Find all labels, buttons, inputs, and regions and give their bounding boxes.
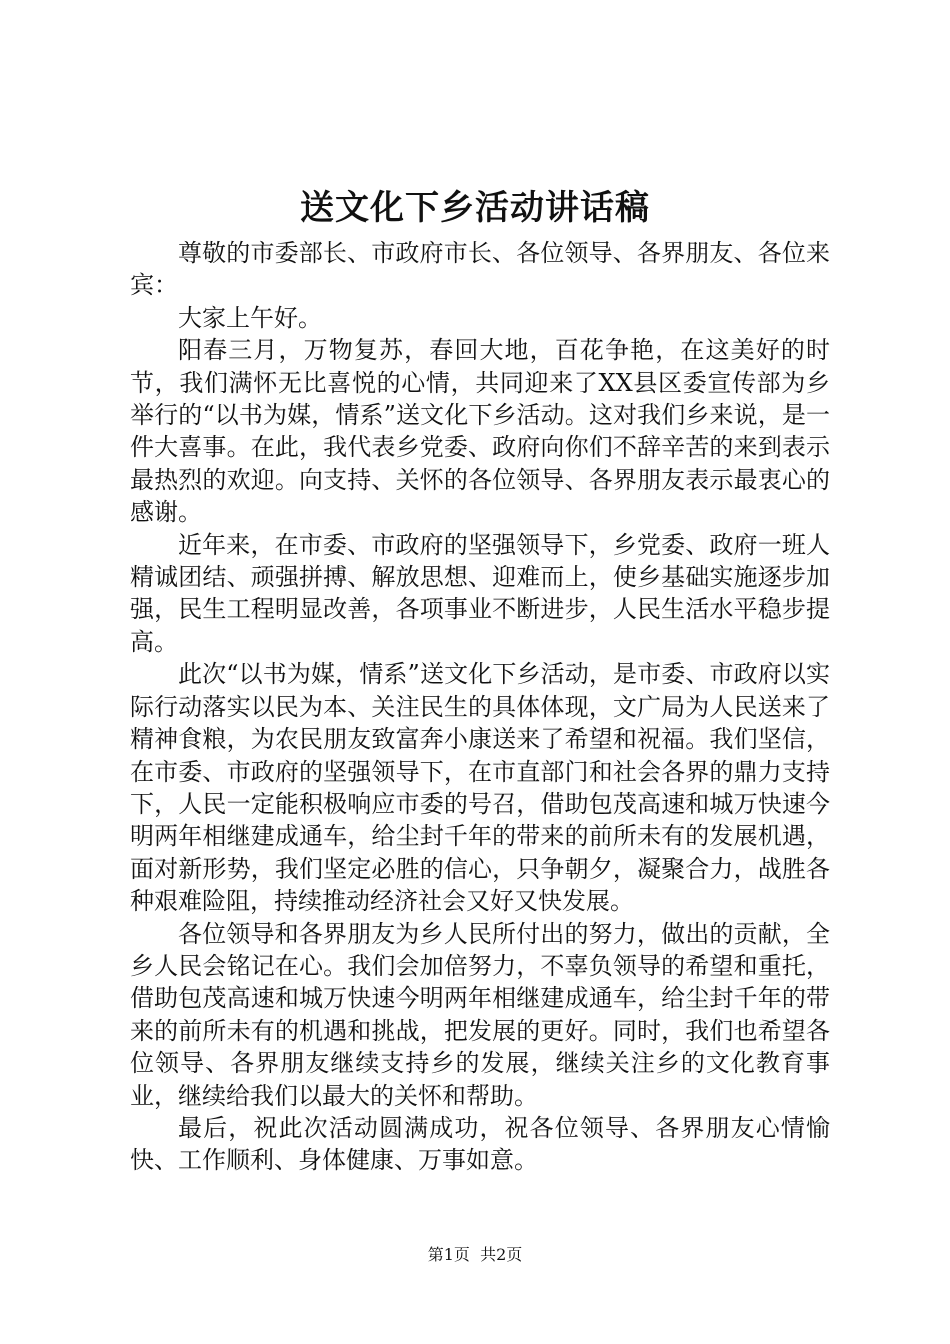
salutation-paragraph: 尊敬的市委部长、市政府市长、各位领导、各界朋友、各位来宾：: [130, 239, 830, 300]
page-total: 共2页: [480, 1245, 523, 1264]
welcome-paragraph: 阳春三月，万物复苏，春回大地，百花争艳，在这美好的时节，我们满怀无比喜悦的心情，共同迎来了XX县区委宣传部为乡举行的“以书为媒，情系”送文化下乡活动。这对我们乡来说，是一件大喜事。在此，我代表乡党委、政府向你们不辞辛苦的来到表示最热烈的欢迎。向支持、关怀的各位领导、各界朋友表示最衷心的感谢。: [130, 336, 830, 527]
activity-significance-paragraph: 此次“以书为媒，情系”送文化下乡活动，是市委、市政府以实际行动落实以民为本、关注民生的具体体现，文广局为人民送来了精神食粮，为农民朋友致富奔小康送来了希望和祝福。我们坚信，在市委、市政府的坚强领导下，在市直部门和社会各界的鼎力支持下，人民一定能积极响应市委的号召，借助包茂高速和城万快速今明两年相继建成通车，给尘封千年的带来的前所未有的发展机遇，面对新形势，我们坚定必胜的信心，只争朝夕，凝聚合力，战胜各种艰难险阻，持续推动经济社会又好又快发展。: [130, 660, 830, 916]
closing-paragraph: 最后，祝此次活动圆满成功，祝各位领导、各界朋友心情愉快、工作顺利、身体健康、万事如意。: [130, 1113, 830, 1175]
document-body: [130, 237, 830, 1177]
document-title: 送文化下乡活动讲话稿: [300, 188, 650, 228]
achievements-paragraph: 近年来，在市委、市政府的坚强领导下，乡党委、政府一班人精诚团结、顽强拼搏、解放思想、迎难而上，使乡基础实施逐步加强，民生工程明显改善，各项事业不断进步，人民生活水平稳步提高。: [130, 530, 830, 656]
page-footer: [0, 1244, 950, 1266]
gratitude-paragraph: 各位领导和各界朋友为乡人民所付出的努力，做出的贡献，全乡人民会铭记在心。我们会加倍努力，不辜负领导的希望和重托，借助包茂高速和城万快速今明两年相继建成通车，给尘封千年的带来的前所未有的机遇和挑战，把发展的更好。同时，我们也希望各位领导、各界朋友继续支持乡的发展，继续关注乡的文化教育事业，继续给我们以最大的关怀和帮助。: [130, 919, 830, 1110]
greeting-paragraph: 大家上午好。: [178, 303, 322, 332]
page-number: 第1页: [427, 1245, 470, 1264]
